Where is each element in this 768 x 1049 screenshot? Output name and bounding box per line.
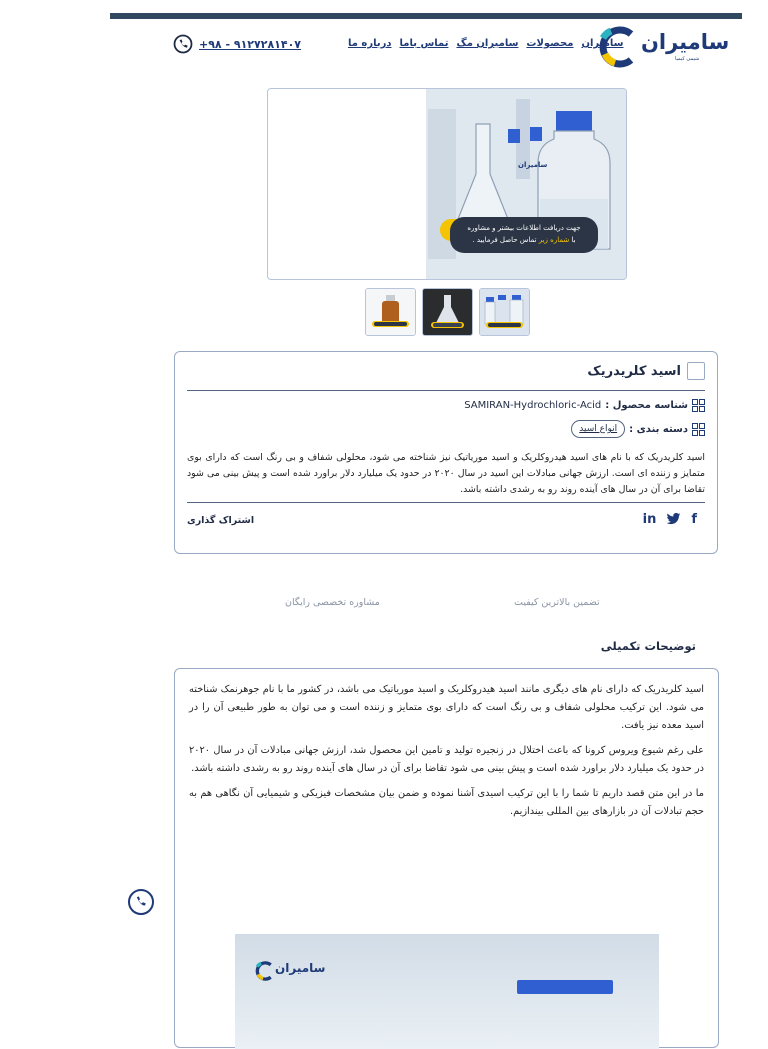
hero-logo: سامیران [518,161,548,169]
social-links [643,512,697,527]
top-accent-bar [110,13,742,19]
details-card [174,668,719,1048]
product-gallery[interactable] [267,88,627,280]
details-paragraph: ما در این متن قصد داریم تا شما را با این ترکیب اسیدی آشنا نموده و ضمن بیان مشخصات فیزیکی و شیمیایی آن نگاهی هم به حجم تبادلات آن در بازارهای بین المللی بیندازیم. [189,788,704,817]
phone-icon [173,34,193,54]
details-paragraph: اسید کلریدریک که دارای نام های دیگری مانند اسید هیدروکلریک و اسید موریاتیک می باشد، در کشور ما با نام جوهرنمک شناخته می شود. این ترکیب محلولی شفاف و بی رنگ است که دارای بوی متمایز و زننده است و می توان به طور طبیعی آن را در اسید معده نیز یافت. [189,684,704,731]
main-nav [348,38,624,49]
gallery-thumbnails [365,288,530,336]
share-label: اشتراک گذاری [187,515,255,526]
product-title: اسید کلریدریک [587,363,681,379]
category-tag[interactable]: انواع اسید [571,420,625,438]
floating-call-button[interactable] [128,889,154,915]
flask-thumb-icon [423,289,472,335]
brand-logo[interactable] [595,24,735,70]
details-image [235,934,659,1049]
logo-text: سامیران [641,30,730,54]
product-title-row [587,362,705,380]
bottle-thumb-icon [366,289,415,335]
product-id-row [464,399,705,412]
logo-mark-icon [595,24,639,70]
details-image-cap [517,980,613,994]
thumbnail-1[interactable] [365,288,416,336]
details-image-logo: سامیران [275,961,326,975]
hero-cta-line1: جهت دریافت اطلاعات بیشتر و مشاوره [467,224,581,232]
nav-item-products[interactable]: محصولات [526,38,574,49]
product-short-description: اسید کلریدریک که با نام های اسید هیدروکلریک و اسید موریاتیک نیز شناخته می شود، محلولی شفاف و بی رنگ است که دارای بوی متمایز و زننده ای است. ارزش جهانی مبادلات این اسید در سال ۲۰۲۰ در حدود یک میلیارد دلار براورد شده است و پیش بینی می شود تقاضا برای آن در سال های آینده روند رو به رشدی داشته باشد. [187,452,705,495]
grid-icon [692,399,705,412]
hero-cta-overlay [450,217,598,253]
details-body [189,681,704,828]
product-category-row [571,420,705,438]
linkedin-icon[interactable]: in [642,512,657,527]
nav-item-mag[interactable]: سامیران مگ [456,38,519,49]
feature-consult: مشاوره تخصصی رایگان [285,597,380,608]
details-section-title: توضیحات تکمیلی [600,639,696,653]
description-divider [187,502,705,503]
nav-item-about[interactable]: درباره ما [348,38,392,49]
category-label: دسته بندی : [629,423,688,435]
hero-cta-line2: با شماره زیر تماس حاصل فرمایید . [472,236,576,244]
phone-number[interactable]: +۹۸ - ۹۱۲۷۲۸۱۴۰۷ [199,37,302,51]
nav-item-home[interactable]: سامیران [581,38,624,49]
title-divider [187,390,705,391]
compare-checkbox[interactable] [687,362,705,380]
site-header [110,22,742,72]
product-id-value: SAMIRAN-Hydrochloric-Acid [464,400,602,411]
share-row [187,512,705,532]
facebook-icon[interactable]: f [691,512,697,527]
hero-image [426,89,626,279]
phone-icon [134,895,148,909]
glassware-thumb-icon [480,289,529,335]
thumbnail-2[interactable] [422,288,473,336]
twitter-icon[interactable] [666,512,681,526]
details-paragraph: علی رغم شیوع ویروس کرونا که باعث اختلال در زنجیره تولید و تامین این محصول شد، ارزش جهانی مبادلات آن در سال ۲۰۲۰ در حدود یک میلیارد دلار براورد شده است و پیش بینی می شود تقاضا برای آن در سال های آینده روند رو به رشدی داشته باشد. [189,745,704,774]
header-phone[interactable] [173,34,301,54]
product-info-card [174,351,718,554]
logo-tagline: شیمی کیمیا [675,56,700,62]
thumbnail-3[interactable] [479,288,530,336]
details-logo-mark-icon [253,960,275,982]
product-id-label: شناسه محصول : [605,400,688,411]
feature-quality: تضمین بالاترین کیفیت [514,597,600,608]
grid-icon [692,423,705,436]
nav-item-contact[interactable]: تماس باما [399,38,449,49]
